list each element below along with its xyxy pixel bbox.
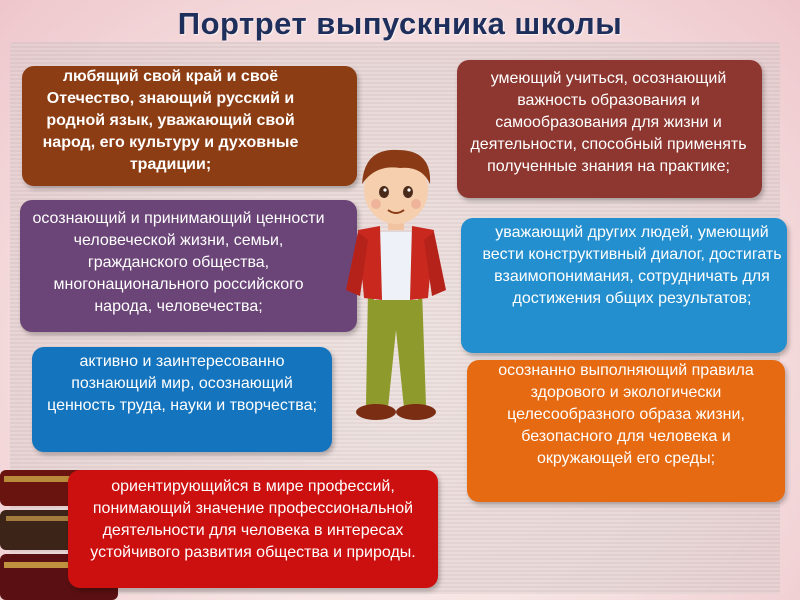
quality-curiosity-text: активно и заинтересованно познающий мир, осознающий ценность труда, науки и творчества; [47, 353, 317, 414]
quality-learning [457, 60, 762, 198]
quality-homeland-text: любящий свой край и своё Отечество, знающий русский и родной язык, уважающий свой народ, его культуру и духовные традиции; [42, 68, 299, 173]
quality-professions [68, 470, 438, 588]
quality-values-text: осознающий и принимающий ценности человеческой жизни, семьи, гражданского общества, многонационального российского народа, человечества; [32, 210, 325, 315]
page-title: Портрет выпускника школы [177, 6, 623, 41]
quality-learning-text: умеющий учиться, осознающий важность образования и самообразования для жизни и деятельности, способный применять полученные знания на практике; [470, 70, 747, 175]
quality-respect-text: уважающий других людей, умеющий вести конструктивный диалог, достигать взаимопонимания, сотрудничать для достижения общих результатов; [482, 224, 782, 307]
quality-values [20, 200, 357, 332]
quality-curiosity [32, 347, 332, 452]
quality-health [467, 360, 785, 502]
boy-cartoon-illustration [330, 140, 460, 440]
quality-health-text: осознанно выполняющий правила здорового и экологически целесообразного образа жизни, безопасного для человека и окружающей его среды; [498, 362, 754, 467]
quality-homeland [22, 66, 357, 186]
quality-respect [461, 218, 787, 353]
quality-professions-text: ориентирующийся в мире профессий, понимающий значение профессиональной деятельности для человека в интересах устойчивого развития общества и природы. [90, 478, 416, 561]
